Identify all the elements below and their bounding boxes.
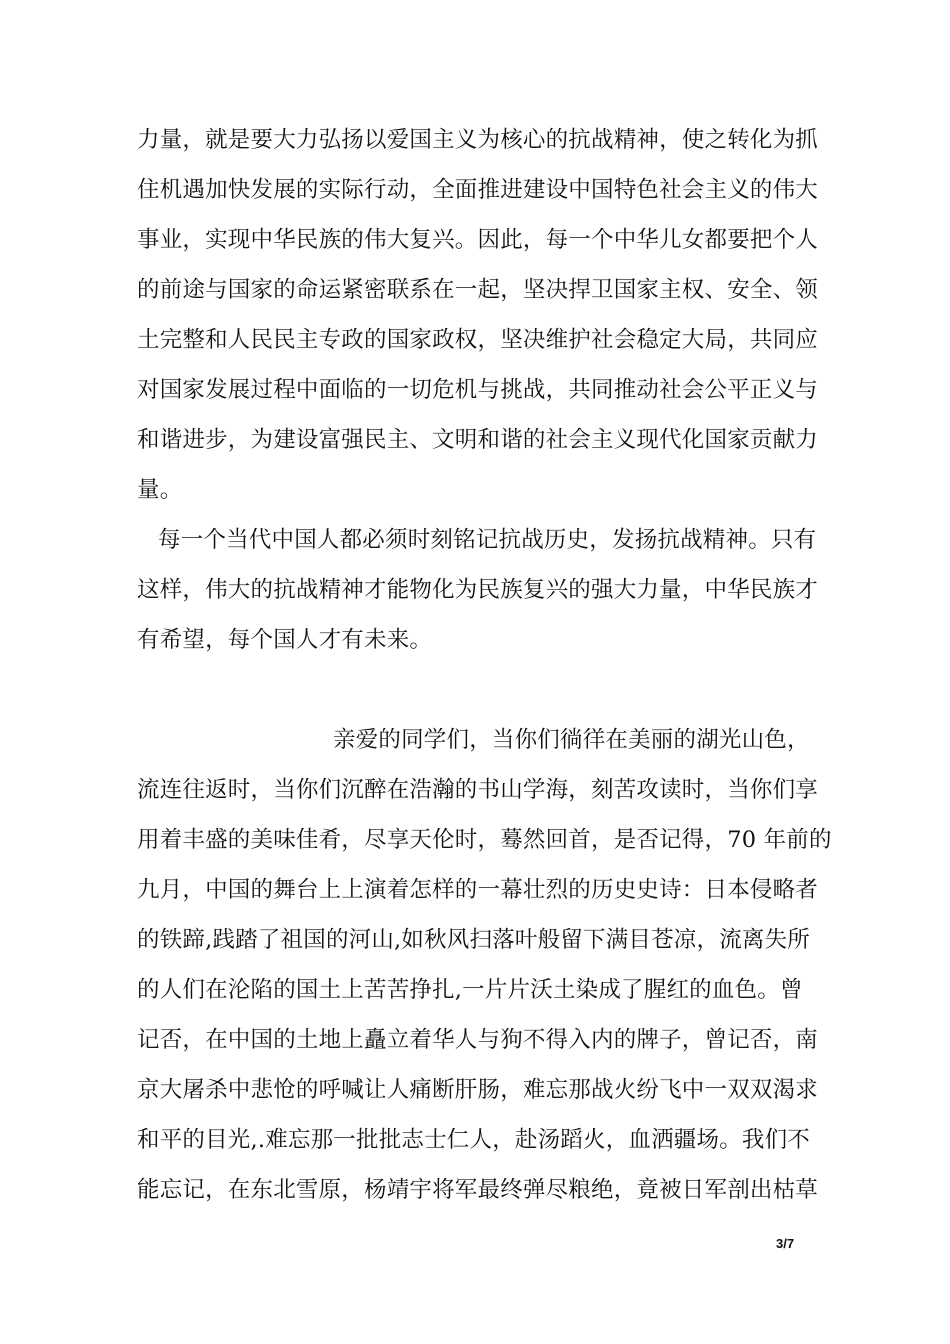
paragraph-1-line-7: 和谐进步，为建设富强民主、文明和谐的社会主义现代化国家贡献力 (137, 427, 819, 453)
paragraph-2-line-2: 这样，伟大的抗战精神才能物化为民族复兴的强大力量，中华民族才 (137, 577, 819, 603)
paragraph-3-line-6: 的人们在沦陷的国土上苦苦挣扎,一片片沃土染成了腥红的血色。曾 (137, 977, 803, 1003)
paragraph-3-line-7: 记否，在中国的土地上矗立着华人与狗不得入内的牌子，曾记否，南 (137, 1027, 819, 1053)
paragraph-3-line-8: 京大屠杀中悲怆的呼喊让人痛断肝肠，难忘那战火纷飞中一双双渴求 (137, 1077, 819, 1103)
paragraph-1-line-8: 量。 (137, 477, 183, 503)
paragraph-1-line-5: 土完整和人民民主专政的国家政权，坚决维护社会稳定大局，共同应 (137, 327, 819, 353)
paragraph-1-line-4: 的前途与国家的命运紧密联系在一起，坚决捍卫国家主权、安全、领 (137, 277, 819, 303)
paragraph-3-line-4: 九月，中国的舞台上上演着怎样的一幕壮烈的历史史诗：日本侵略者 (137, 877, 819, 903)
paragraph-3-line-5: 的铁蹄,践踏了祖国的河山,如秋风扫落叶般留下满目苍凉，流离失所 (137, 927, 811, 953)
paragraph-3-line-9: 和平的目光,.难忘那一批批志士仁人，赴汤蹈火，血洒疆场。我们不 (137, 1127, 811, 1153)
paragraph-1-line-3: 事业，实现中华民族的伟大复兴。因此，每一个中华儿女都要把个人 (137, 227, 819, 253)
paragraph-1-line-6: 对国家发展过程中面临的一切危机与挑战，共同推动社会公平正义与 (137, 377, 819, 403)
paragraph-1-line-1: 力量，就是要大力弘扬以爱国主义为核心的抗战精神，使之转化为抓 (137, 127, 819, 153)
page-number: 3/7 (776, 1236, 795, 1251)
paragraph-1-line-2: 住机遇加快发展的实际行动，全面推进建设中国特色社会主义的伟大 (137, 177, 819, 203)
paragraph-3-line-10: 能忘记，在东北雪原，杨靖宇将军最终弹尽粮绝，竟被日军剖出枯草 (137, 1177, 819, 1203)
paragraph-2-line-1: 每一个当代中国人都必须时刻铭记抗战历史，发扬抗战精神。只有 (158, 527, 817, 553)
paragraph-3-line-3: 用着丰盛的美味佳肴，尽享天伦时，蓦然回首，是否记得，70 年前的 (137, 827, 832, 853)
paragraph-2-line-3: 有希望，每个国人才有未来。 (137, 627, 433, 653)
paragraph-3-line-1: 亲爱的同学们，当你们徜徉在美丽的湖光山色， (333, 727, 810, 753)
paragraph-3-line-2: 流连往返时，当你们沉醉在浩瀚的书山学海，刻苦攻读时，当你们享 (137, 777, 819, 803)
